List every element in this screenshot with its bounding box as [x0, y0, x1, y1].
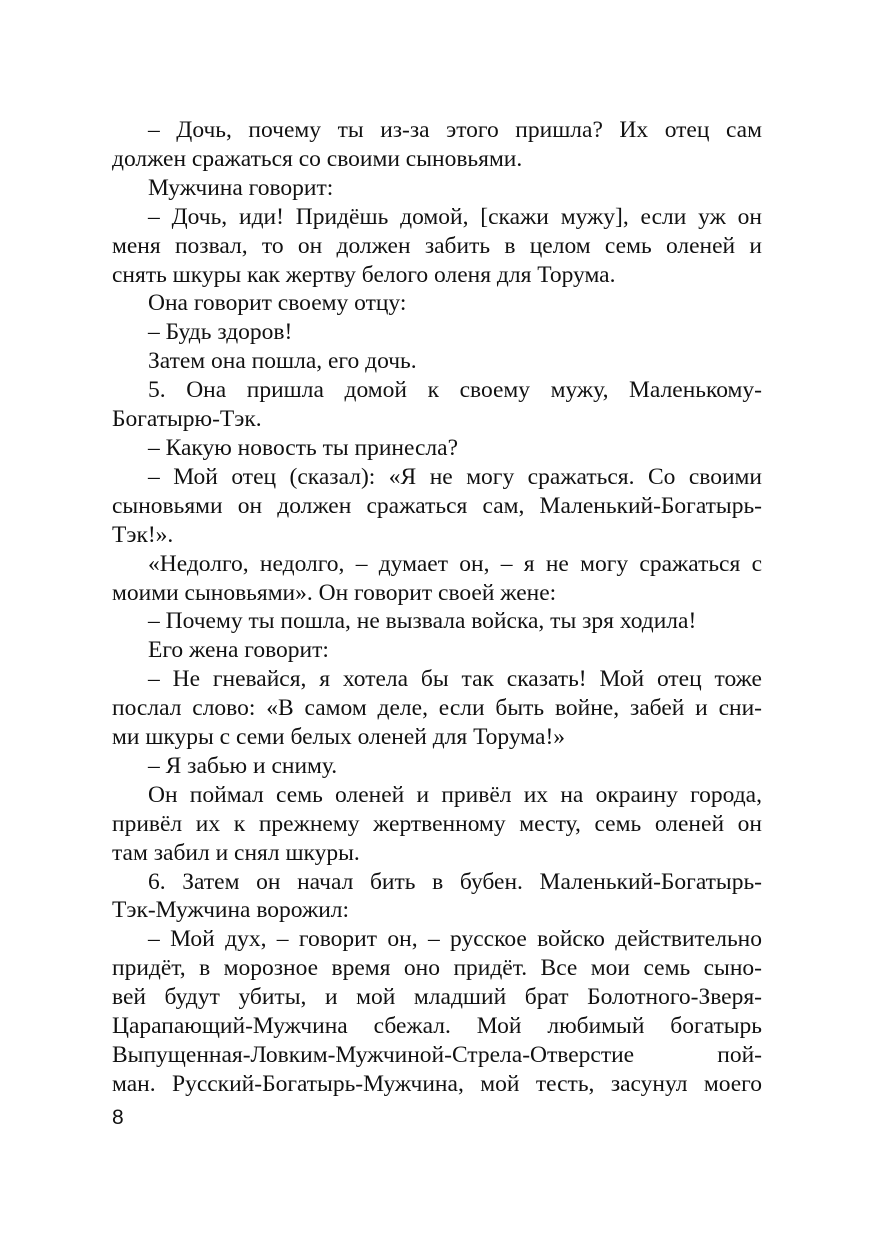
text-line: послал слово: «В самом деле, если быть войне, забей и сни- — [112, 695, 762, 722]
text-line: Затем она пошла, его дочь. — [148, 348, 417, 375]
text-line: – Какую новость ты принесла? — [148, 434, 459, 461]
text-line: – Мой дух, – говорит он, – русское войско действительно — [148, 926, 762, 953]
text-line: ми шкуры с семи белых оленей для Торума!» — [112, 724, 566, 751]
text-line: – Будь здоров! — [148, 319, 293, 346]
text-line: ман. Русский-Богатырь-Мужчина, мой тесть, засунул моего — [112, 1070, 762, 1097]
text-line: Мужчина говорит: — [148, 174, 334, 201]
text-line: Тэк!». — [112, 521, 174, 548]
page-number: 8 — [112, 1106, 124, 1129]
text-line: Его жена говорит: — [148, 637, 329, 664]
text-line: Богатырю-Тэк. — [112, 406, 262, 433]
text-line: – Дочь, почему ты из-за этого пришла? Их отец сам — [148, 117, 762, 143]
text-line: – Почему ты пошла, не вызвала войска, ты зря ходила! — [148, 608, 697, 635]
text-line: Он поймал семь оленей и привёл их на окраину города, — [148, 781, 762, 808]
text-line: – Мой отец (сказал): «Я не могу сражаться. Со своими — [148, 463, 762, 490]
text-line: – Я забью и сниму. — [148, 752, 338, 779]
text-line: Тэк-Мужчина ворожил: — [112, 897, 350, 924]
text-line: меня позвал, то он должен забить в целом семь оленей и — [112, 232, 762, 259]
text-line: Она говорит своему отцу: — [148, 290, 407, 317]
text-line: – Дочь, иди! Придёшь домой, [скажи мужу], если уж он — [148, 203, 762, 230]
text-line: 6. Затем он начал бить в бубен. Маленький-Богатырь- — [148, 868, 762, 895]
text-line: «Недолго, недолго, – думает он, – я не могу сражаться с — [148, 550, 762, 577]
text-line: придёт, в морозное время оно придёт. Все мои семь сыно- — [112, 955, 762, 982]
text-line: привёл их к прежнему жертвенному месту, семь оленей он — [112, 810, 762, 837]
text-line: – Не гневайся, я хотела бы так сказать! Мой отец тоже — [148, 666, 762, 693]
text-line: снять шкуры как жертву белого оленя для Торума. — [112, 261, 616, 288]
text-line: Царапающий-Мужчина сбежал. Мой любимый богатырь — [112, 1013, 762, 1040]
text-line: 5. Она пришла домой к своему мужу, Маленькому- — [148, 377, 762, 404]
text-line: там забил и снял шкуры. — [112, 839, 360, 866]
text-line: вей будут убиты, и мой младший брат Болотного-Зверя- — [112, 984, 762, 1011]
text-line: должен сражаться со своими сыновьями. — [112, 145, 523, 172]
text-line: моими сыновьями». Он говорит своей жене: — [112, 579, 557, 606]
text-line: Выпущенная-Ловким-Мужчиной-Стрела-Отверстие пой- — [112, 1042, 762, 1068]
page-text — [112, 116, 762, 1099]
text-line: сыновьями он должен сражаться сам, Маленький-Богатырь- — [112, 492, 762, 519]
